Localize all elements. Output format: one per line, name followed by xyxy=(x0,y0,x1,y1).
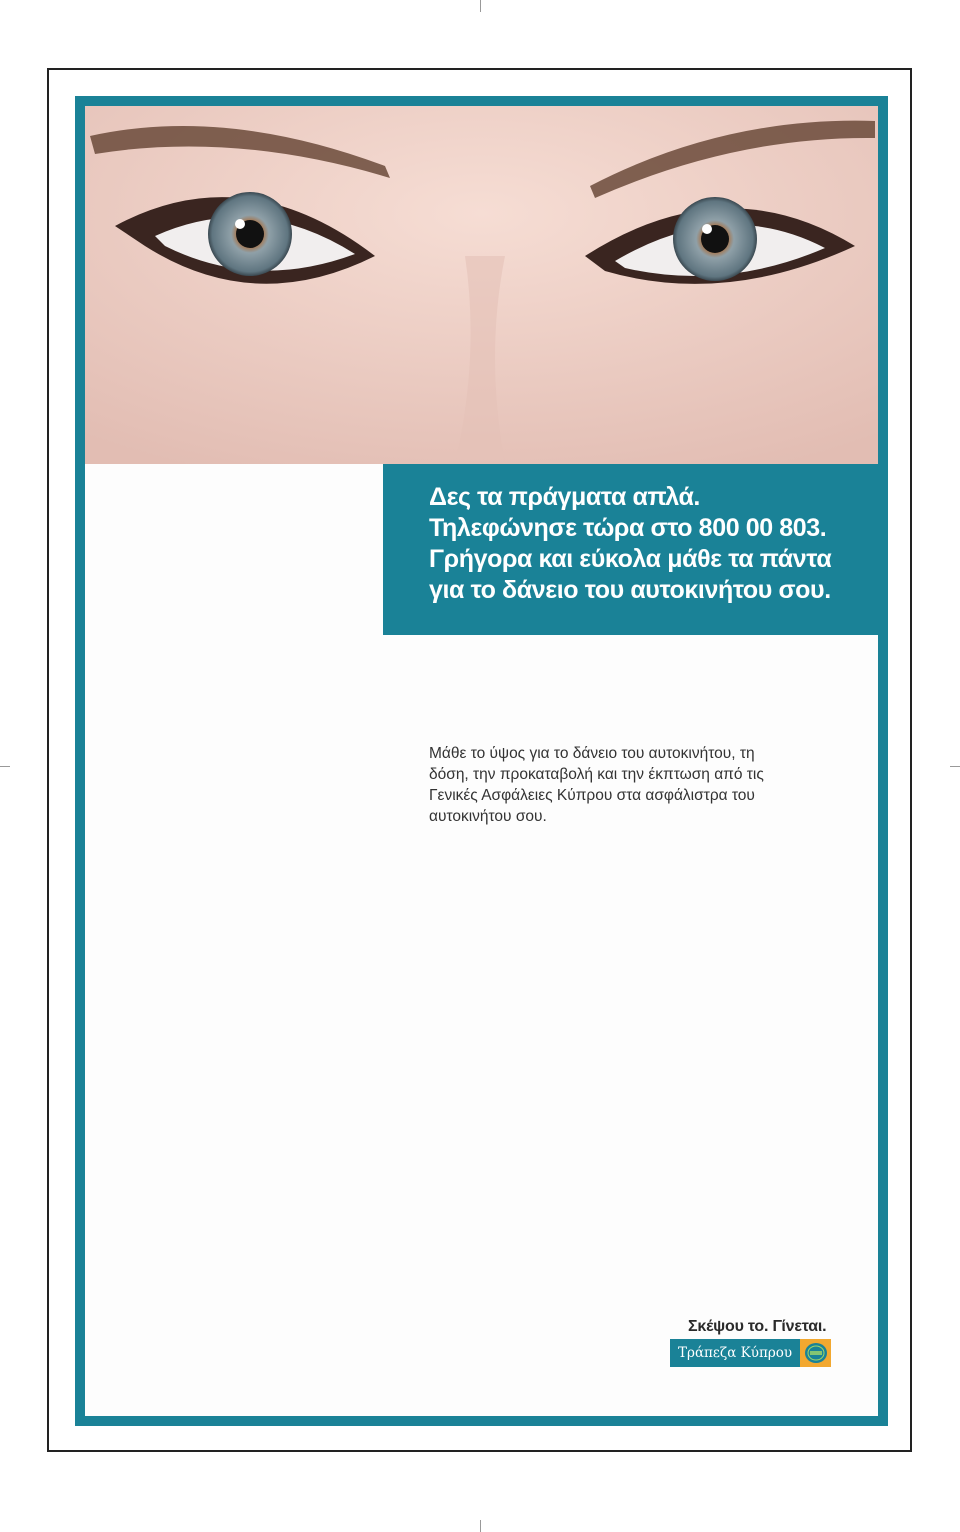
crop-mark-right xyxy=(950,766,960,767)
body-line-2: δόση, την προκαταβολή και την έκπτωση από τις xyxy=(429,766,764,783)
headline-line-2: Τηλεφώνησε τώρα στο 800 00 803. xyxy=(429,514,827,542)
bank-name: Τράπεζα Κύπρου xyxy=(678,1345,793,1361)
brand-slogan: Σκέψου το. Γίνεται. xyxy=(688,1318,827,1335)
body-copy xyxy=(429,743,819,827)
eyes-photo xyxy=(85,106,878,464)
headline-line-3: Γρήγορα και εύκολα μάθε τα πάντα xyxy=(429,545,832,573)
body-line-1: Μάθε το ύψος για το δάνειο του αυτοκινήτου, τη xyxy=(429,745,755,762)
body-line-3: Γενικές Ασφάλειες Κύπρου στα ασφάλιστρα του xyxy=(429,787,755,804)
body-line-4: αυτοκινήτου σου. xyxy=(429,808,547,825)
eyes-illustration xyxy=(85,106,878,464)
headline-line-1: Δες τα πράγματα απλά. xyxy=(429,483,700,511)
crop-mark-top xyxy=(480,0,481,12)
headline-line-4: για το δάνειο του αυτοκινήτου σου. xyxy=(429,576,831,604)
crop-mark-bottom xyxy=(480,1520,481,1532)
bank-logo xyxy=(670,1339,831,1367)
bank-seal-icon xyxy=(800,1339,831,1367)
headline-box xyxy=(383,464,878,635)
crop-mark-left xyxy=(0,766,10,767)
